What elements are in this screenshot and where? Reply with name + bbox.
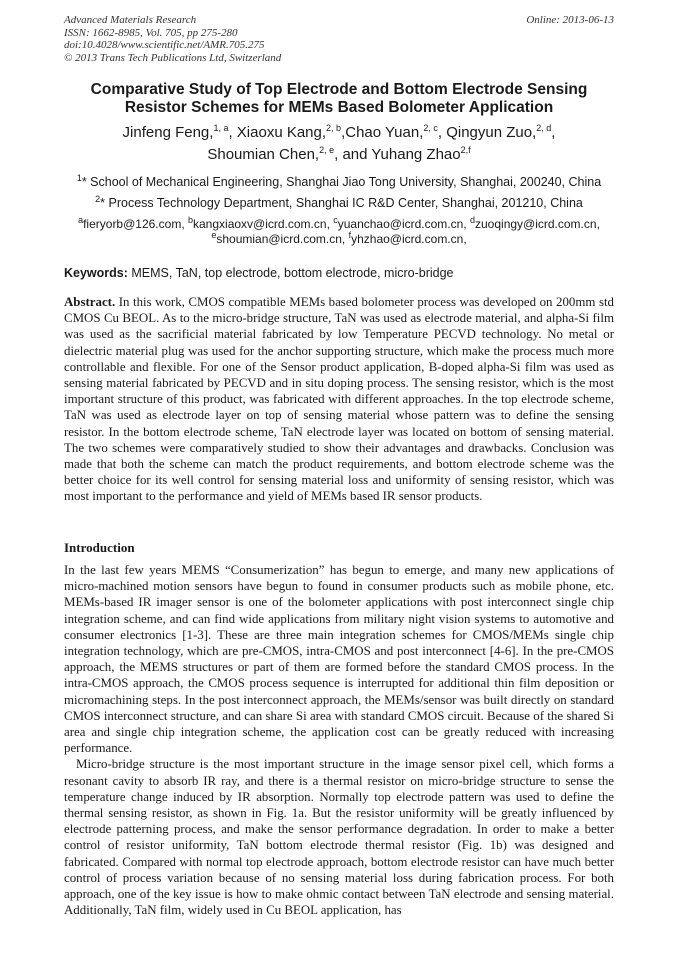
email-f-mark: f: [348, 230, 352, 240]
author-list: [40, 122, 638, 166]
abstract: [64, 294, 614, 505]
keywords-label: Keywords:: [64, 266, 128, 280]
email-d-mark: d: [469, 215, 475, 225]
email-e-mark: e: [211, 230, 217, 240]
author-5: Shoumian Chen,: [207, 146, 320, 163]
author-6: , and Yuhang Zhao: [334, 146, 461, 163]
author-5-affil: 2, e: [319, 145, 335, 155]
paper-title: [40, 81, 638, 117]
introduction-heading: Introduction: [64, 540, 135, 555]
email-e[interactable]: shoumian@icrd.com.cn,: [216, 232, 349, 246]
affiliation-1: [30, 172, 648, 190]
email-c-mark: c: [333, 215, 338, 225]
affiliation-1-mark: 1: [76, 172, 82, 183]
abstract-text: In this work, CMOS compatible MEMs based bolometer process was developed on 200mm std CMOS Cu BEOL. As to the micro-bridge structure, TaN was used as electrode material, and alpha-Si film was used as the sacrificial material fabricated by low Temperature PECVD technology. No metal or dielectric material plug was used for the anchor supporting structure, which make the process much more controllable and flexible. For one of the Sensor product application, B-doped alpha-Si film was used as sensing material fabricated by PECVD and in situ doping process. The sensing resistor, which is the most important structure of this product, was fabricated with different approaches. In the top electrode scheme, TaN was used as electrode layer on top of sensing material whose pattern was to define the sensing resistor. In the bottom electrode scheme, TaN electrode layer was located on bottom of sensing material. The two schemes were comparatively studied to show their advantages and drawbacks. Conclusion was made that both the scheme can match the product requirements, and bottom electrode scheme was the better choice for its well control for sensing material loss and uniformity of sensing resistor, which was most important to the performance and yield of MEMs based IR sensor products.: [64, 295, 614, 504]
author-4-affil: 2, d: [536, 123, 552, 133]
email-line-1: [30, 217, 648, 232]
title-line-1: Comparative Study of Top Electrode and Bottom Electrode Sensing: [90, 81, 588, 98]
email-line-2: [30, 232, 648, 247]
affiliation-2: [30, 193, 648, 211]
email-b-mark: b: [187, 215, 193, 225]
introduction-body: [64, 562, 614, 918]
affiliation-2-mark: 2: [95, 193, 101, 204]
author-emails: [30, 217, 648, 247]
email-b[interactable]: kangxiaoxv@icrd.com.cn,: [193, 217, 334, 231]
email-a-mark: a: [78, 215, 84, 225]
online-date: Online: 2013-06-13: [526, 14, 614, 26]
journal-copyright: © 2013 Trans Tech Publications Ltd, Switzerland: [64, 51, 282, 64]
journal-header: [64, 14, 281, 64]
author-2: , Xiaoxu Kang,: [228, 124, 327, 141]
author-line-1: [40, 122, 638, 144]
author-1: Jinfeng Feng,: [122, 124, 214, 141]
author-4-tail: ,: [551, 124, 556, 141]
email-f[interactable]: yhzhao@icrd.com.cn,: [351, 232, 467, 246]
intro-paragraph-2: Micro-bridge structure is the most important structure in the image sensor pixel cell, which forms a resonant cavity to absorb IR ray, and there is a thermal resistor on micro-bridge structure to sense the temperature change induced by IR absorption. Normally top electrode pattern was used to define the thermal sensing resistor, as shown in Fig. 1a. But the resistor uniformity will be greatly influenced by electrode patterning process, and make the sensor performance degradation. In order to make a better control of resistor uniformity, TaN bottom electrode thermal resistor (Fig. 1b) was designed and fabricated. Compared with normal top electrode approach, bottom electrode resistor can have much better control of process variation because of no sensing material loss during fabrication process. For both approach, one of the key issue is how to make ohmic contact between TaN electrode and sensing material. Additionally, TaN film, widely used in Cu BEOL application, has: [64, 757, 614, 918]
author-2-affil: 2, b: [326, 123, 342, 133]
affiliation-1-text: * School of Mechanical Engineering, Shanghai Jiao Tong University, Shanghai, 200240, China: [81, 175, 602, 189]
email-d[interactable]: zuoqingy@icrd.com.cn,: [475, 217, 600, 231]
email-a[interactable]: fieryorb@126.com,: [83, 217, 188, 231]
author-line-2: [40, 144, 638, 166]
abstract-label: Abstract.: [64, 295, 116, 309]
intro-paragraph-1: In the last few years MEMS “Consumerization” has begun to emerge, and many new applications of micro-machined motion sensors have begun to found in consumer products such as mobile phone, etc. MEMs-based IR imager sensor is one of the bolometer applications with post interconnect single chip integration scheme, and can find wide applications from military night vision systems to automotive and consumer electronics [1-3]. These are three main integration schemes for CMOS/MEMs single chip integration technology, which are pre-CMOS, intra-CMOS and post interconnect [4-6]. In the pre-CMOS approach, the MEMS structures or part of them are formed before the standard CMOS process. In the intra-CMOS approach, the CMOS process sequence is interrupted for additional thin film deposition or micromachining steps. In the post interconnect approach, the MEMs/sensor was built directly on standard CMOS interconnect structure, and can share Si area with standard CMOS circuit. Because of the shared Si area and single chip integration scheme, the application cost can be greatly reduced with increasing performance.: [64, 563, 614, 756]
author-1-affil: 1, a: [213, 123, 229, 133]
keywords-text: MEMS, TaN, top electrode, bottom electrode, micro-bridge: [127, 266, 454, 280]
author-3: ,Chao Yuan,: [341, 124, 424, 141]
author-6-affil: 2,f: [460, 145, 471, 155]
journal-issn: ISSN: 1662-8985, Vol. 705, pp 275-280: [64, 26, 238, 39]
affiliation-2-text: * Process Technology Department, Shanghai IC R&D Center, Shanghai, 201210, China: [100, 196, 583, 210]
journal-doi: doi:10.4028/www.scientific.net/AMR.705.275: [64, 39, 265, 51]
keywords: [64, 266, 454, 280]
journal-name: Advanced Materials Research: [64, 14, 197, 26]
author-3-affil: 2, c: [423, 123, 438, 133]
title-line-2: Resistor Schemes for MEMs Based Bolometer Application: [124, 99, 554, 116]
email-c[interactable]: yuanchao@icrd.com.cn,: [337, 217, 470, 231]
author-4: , Qingyun Zuo,: [437, 124, 537, 141]
